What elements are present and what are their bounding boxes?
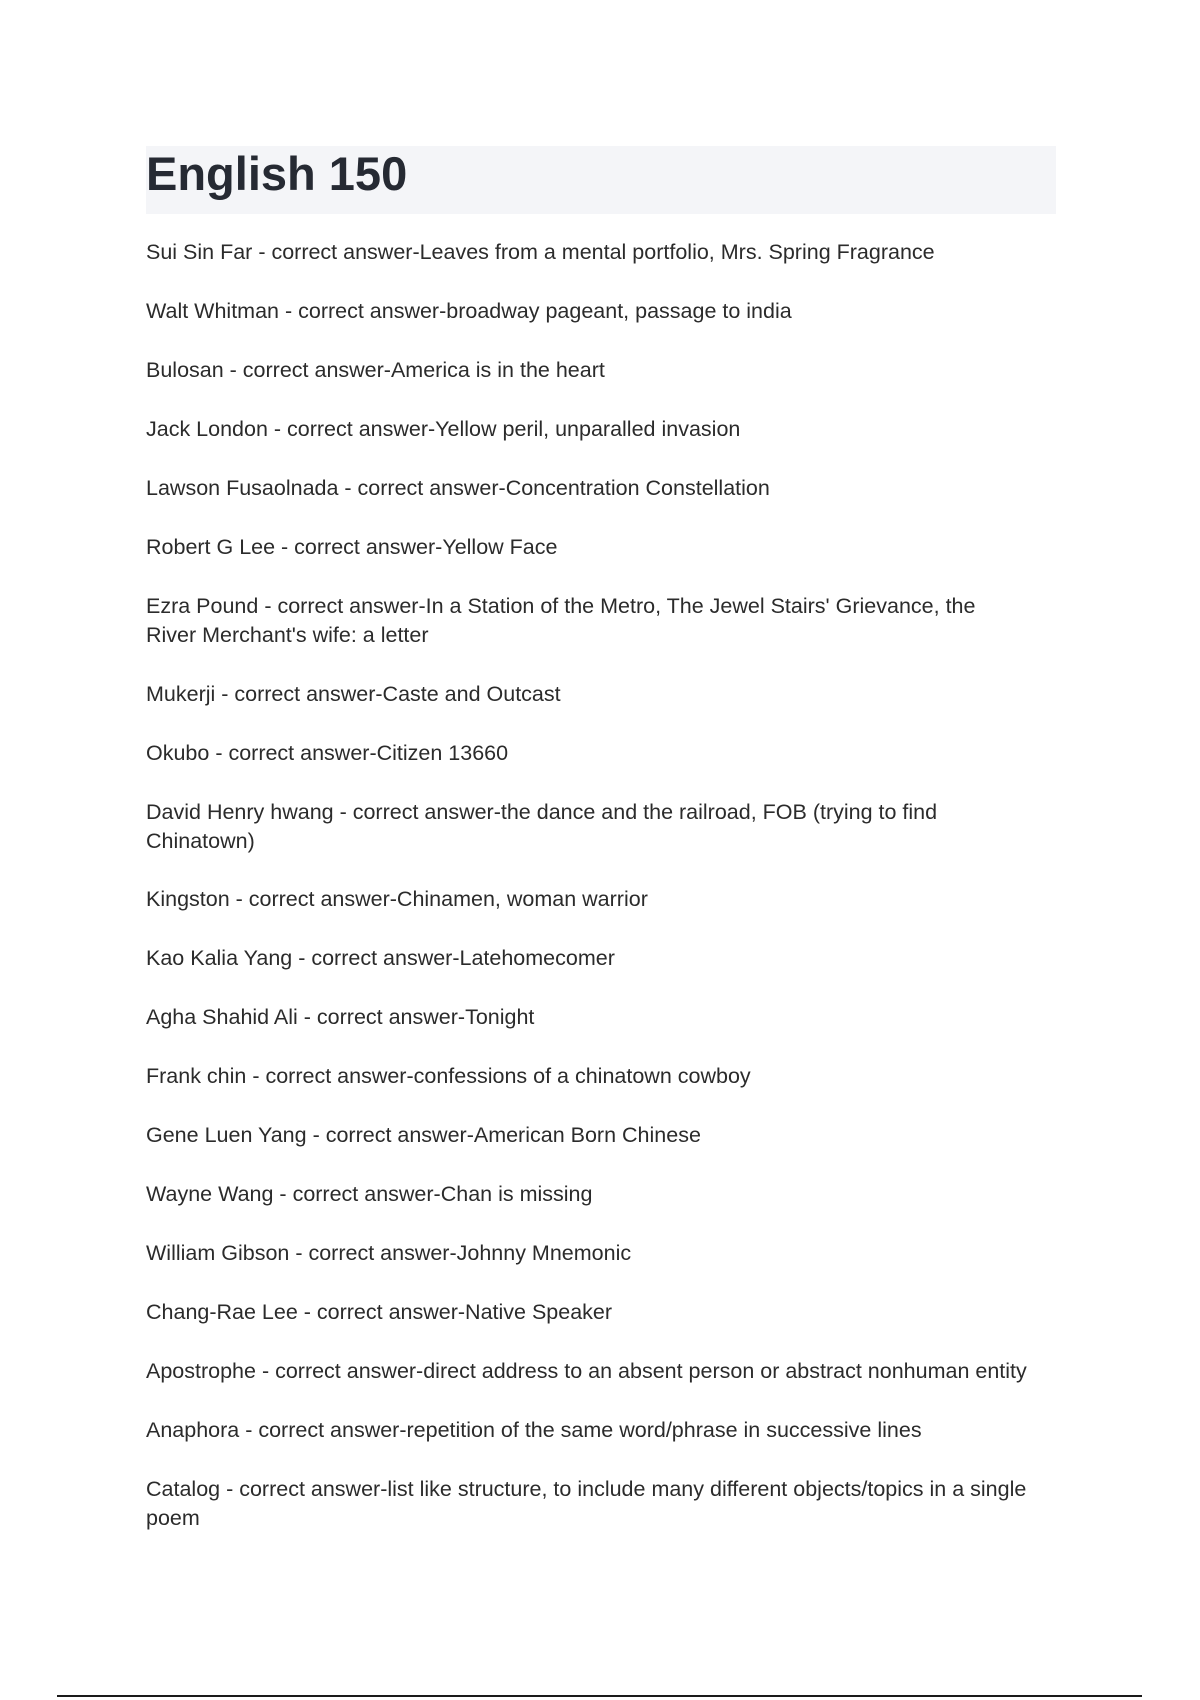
list-item: Catalog - correct answer-list like structure, to include many different objects/topics in a single poem <box>146 1477 1027 1530</box>
list-item: Anaphora - correct answer-repetition of the same word/phrase in successive lines <box>146 1418 922 1442</box>
list-item: Walt Whitman - correct answer-broadway pageant, passage to india <box>146 299 792 323</box>
list-item: Wayne Wang - correct answer-Chan is missing <box>146 1182 593 1206</box>
list-item: Robert G Lee - correct answer-Yellow Face <box>146 535 558 559</box>
list-item: Bulosan - correct answer-America is in the heart <box>146 358 605 382</box>
list-item: Apostrophe - correct answer-direct address to an absent person or abstract nonhuman entity <box>146 1359 1027 1383</box>
list-item: Mukerji - correct answer-Caste and Outcast <box>146 682 561 706</box>
list-item: Chang-Rae Lee - correct answer-Native Speaker <box>146 1300 613 1324</box>
list-item: Sui Sin Far - correct answer-Leaves from a mental portfolio, Mrs. Spring Fragrance <box>146 240 935 264</box>
list-item: William Gibson - correct answer-Johnny Mnemonic <box>146 1241 632 1265</box>
list-item: Ezra Pound - correct answer-In a Station of the Metro, The Jewel Stairs' Grievance, the River Merchant's wife: a letter <box>146 594 976 647</box>
list-item: Frank chin - correct answer-confessions of a chinatown cowboy <box>146 1064 751 1088</box>
list-item: Jack London - correct answer-Yellow peril, unparalled invasion <box>146 417 741 441</box>
list-item: Okubo - correct answer-Citizen 13660 <box>146 741 509 765</box>
list-item: Agha Shahid Ali - correct answer-Tonight <box>146 1005 535 1029</box>
list-item: Kao Kalia Yang - correct answer-Latehomecomer <box>146 946 615 970</box>
list-item: Gene Luen Yang - correct answer-American Born Chinese <box>146 1123 701 1147</box>
list-item: Lawson Fusaolnada - correct answer-Concentration Constellation <box>146 476 770 500</box>
footer-divider <box>57 1695 1142 1697</box>
list-item: Kingston - correct answer-Chinamen, woman warrior <box>146 887 648 911</box>
page-title: English 150 <box>146 147 408 200</box>
list-item: David Henry hwang - correct answer-the dance and the railroad, FOB (trying to find Chinatown) <box>146 800 938 853</box>
